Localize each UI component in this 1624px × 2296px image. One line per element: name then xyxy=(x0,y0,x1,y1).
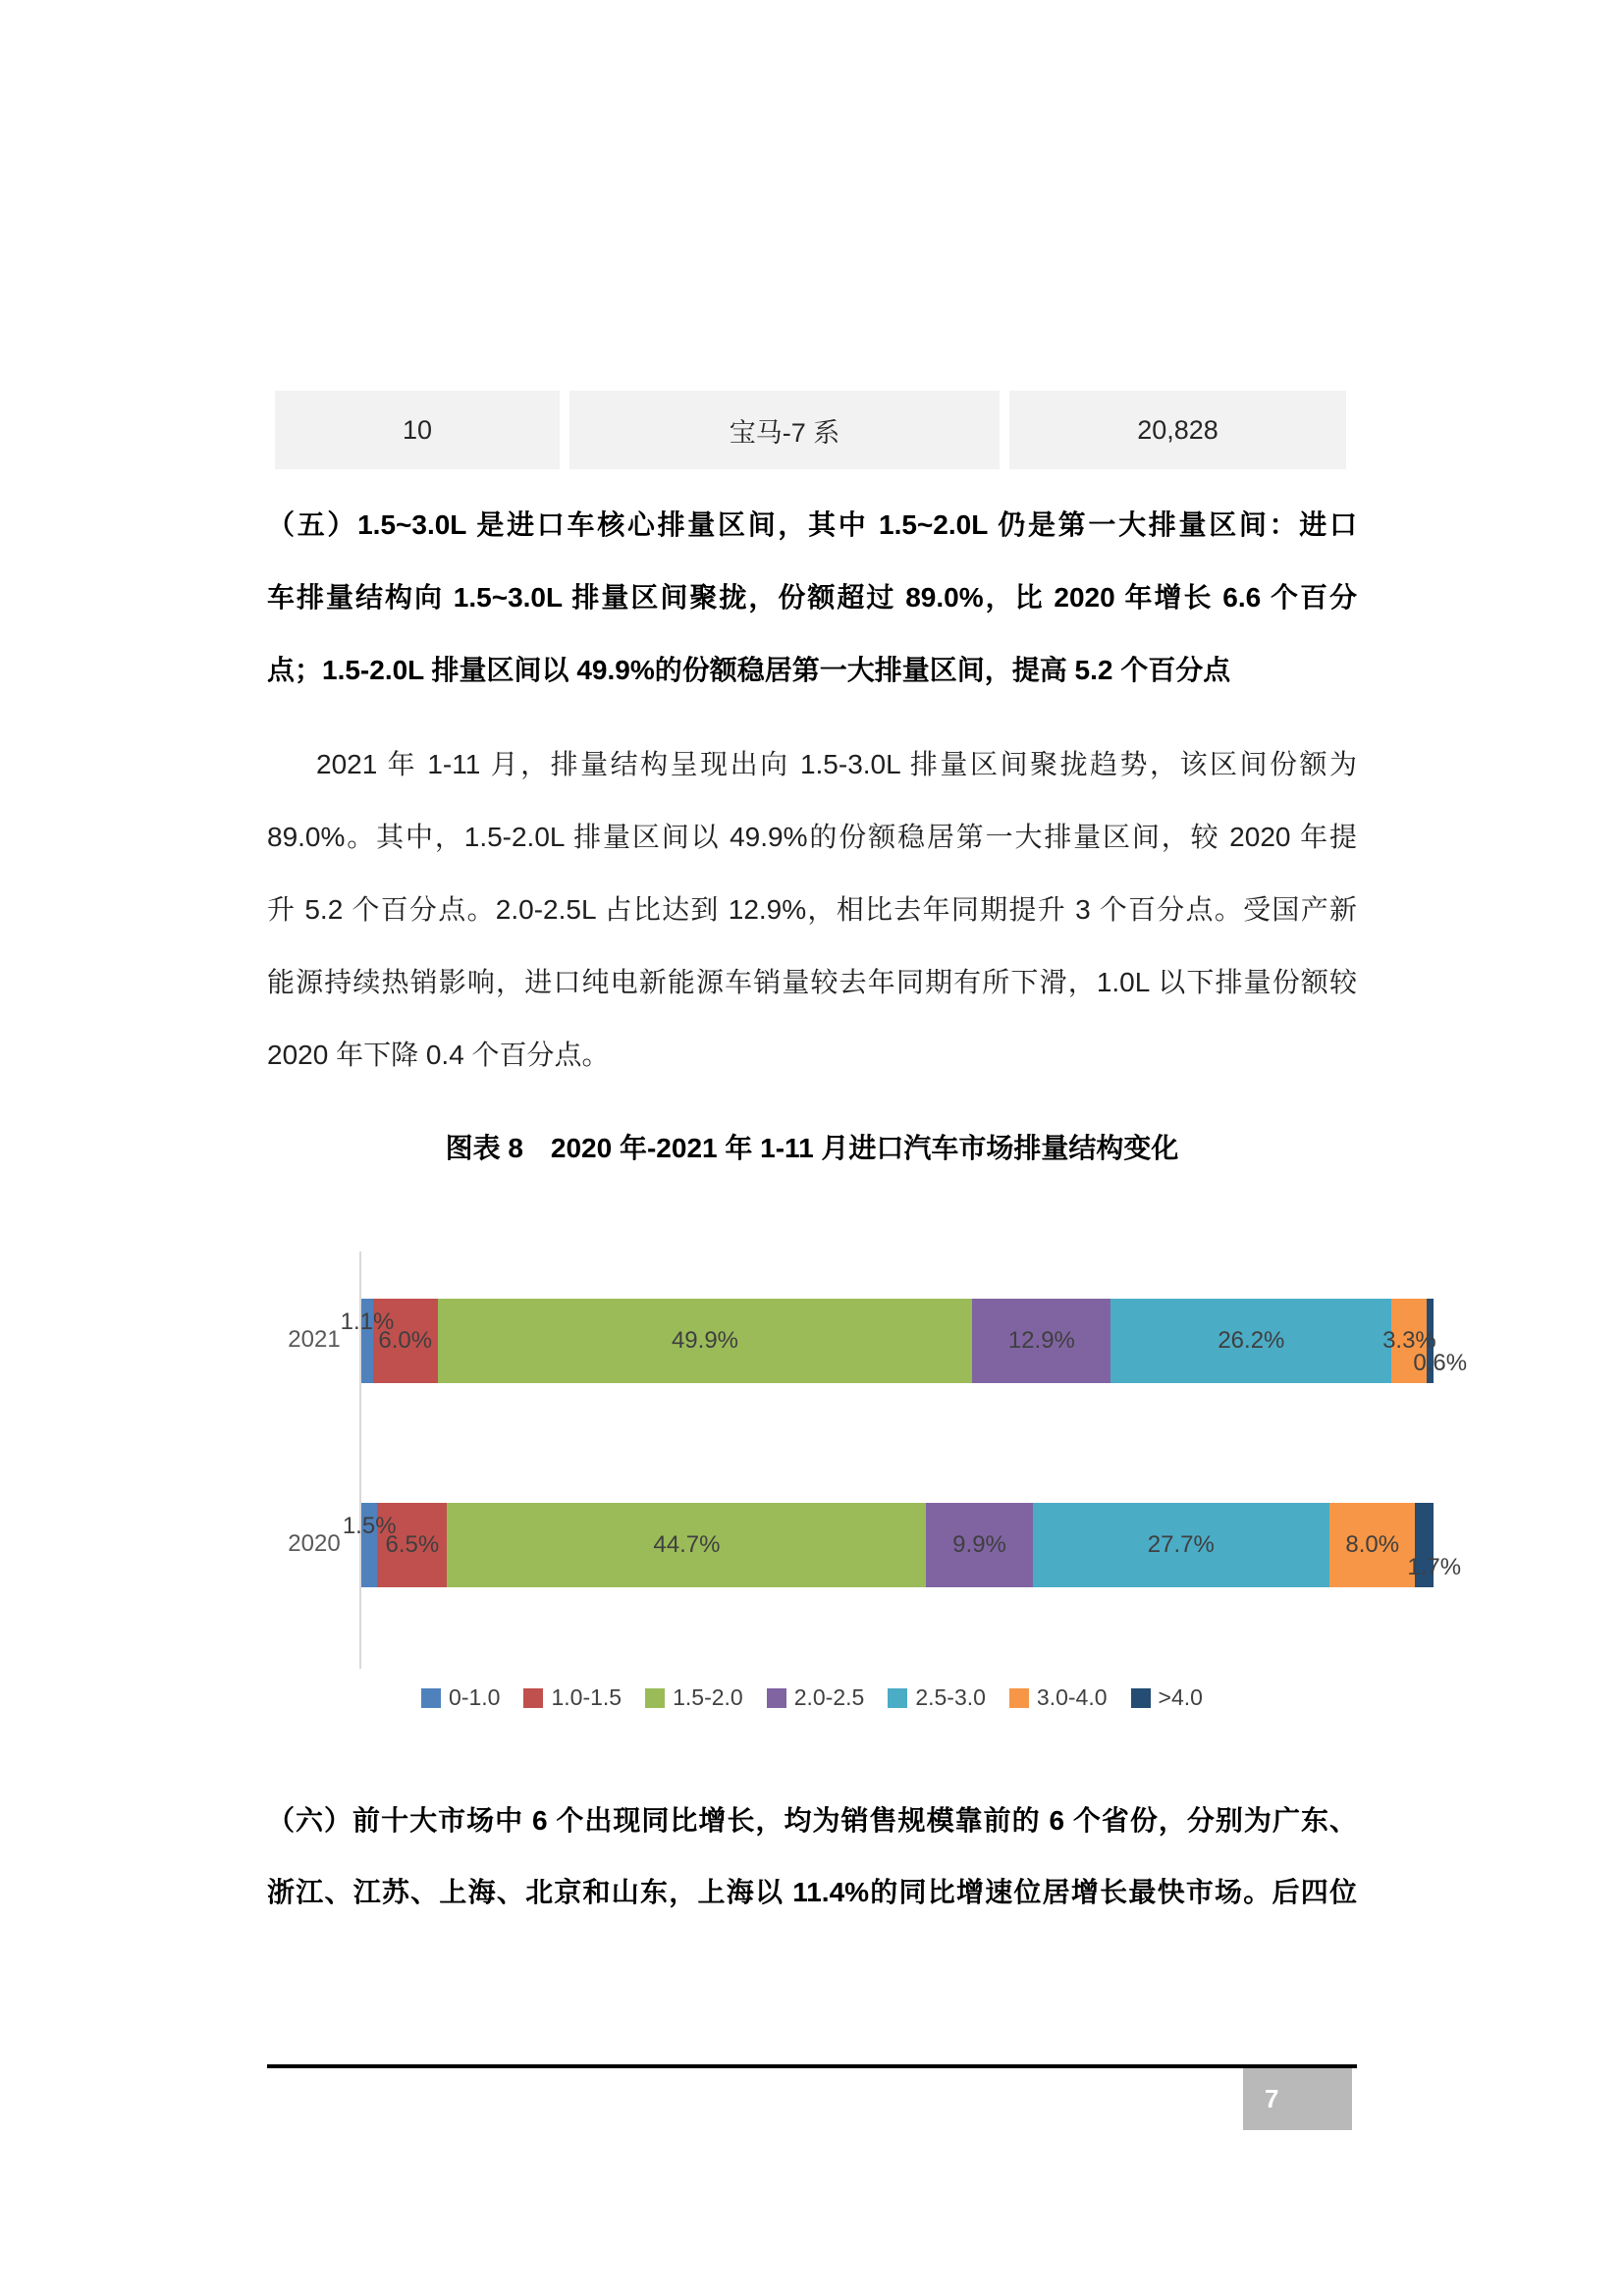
legend-label: 1.0-1.5 xyxy=(551,1684,623,1710)
legend-label: >4.0 xyxy=(1158,1684,1203,1710)
bar-row-2020 xyxy=(342,1503,1462,1587)
heading-line: （六）前十大市场中 6 个出现同比增长，均为销售规模靠前的 6 个省份，分别为广东、 xyxy=(267,1805,1357,1836)
legend-swatch xyxy=(767,1688,786,1708)
section-six-heading xyxy=(267,1785,1357,1928)
bar-segments-2020 xyxy=(361,1503,1434,1587)
legend-label: 2.5-3.0 xyxy=(915,1684,986,1710)
table-cell-value: 20,828 xyxy=(1009,391,1346,469)
legend-swatch xyxy=(421,1688,441,1708)
data-label: 27.7% xyxy=(1147,1531,1215,1558)
legend-item xyxy=(888,1684,986,1711)
heading-line: 点；1.5-2.0L 排量区间以 49.9%的份额稳居第一大排量区间，提高 5.2 个百分点 xyxy=(267,655,1231,685)
legend-item xyxy=(767,1684,865,1711)
legend-swatch xyxy=(888,1688,907,1708)
legend-swatch xyxy=(523,1688,543,1708)
data-label: 1.7% xyxy=(1407,1554,1462,1580)
bar-row-2021 xyxy=(340,1299,1468,1383)
footer-rule xyxy=(267,2064,1357,2068)
data-label: 0.6% xyxy=(1413,1350,1468,1376)
data-label: 9.9% xyxy=(952,1531,1006,1558)
page-number-badge: 7 xyxy=(1243,2068,1352,2130)
legend-label: 3.0-4.0 xyxy=(1036,1684,1108,1710)
data-label: 26.2% xyxy=(1218,1327,1285,1354)
legend-label: 1.5-2.0 xyxy=(673,1684,743,1710)
heading-line: 浙江、江苏、上海、北京和山东，上海以 11.4%的同比增速位居增长最快市场。后四位 xyxy=(267,1877,1357,1907)
data-label: 6.0% xyxy=(378,1327,433,1354)
legend-label: 0-1.0 xyxy=(449,1684,501,1710)
body-line: 能源持续热销影响，进口纯电新能源车销量较去年同期有所下滑，1.0L 以下排量份额较 xyxy=(267,967,1357,997)
section-five-paragraph xyxy=(267,728,1357,1092)
legend-label: 2.0-2.5 xyxy=(793,1684,865,1710)
heading-line: 车排量结构向 1.5~3.0L 排量区间聚拢，份额超过 89.0%，比 2020 年增长 6.6 个百分 xyxy=(267,582,1357,613)
data-label: 1.5% xyxy=(342,1513,397,1539)
category-label-2021: 2021 xyxy=(288,1326,341,1353)
section-five-heading xyxy=(267,489,1357,707)
body-line: 2020 年下降 0.4 个百分点。 xyxy=(267,1040,610,1070)
legend-item xyxy=(421,1684,500,1711)
legend-swatch xyxy=(645,1688,665,1708)
data-label: 6.5% xyxy=(385,1531,440,1558)
chart-legend xyxy=(267,1684,1357,1711)
legend-swatch xyxy=(1009,1688,1029,1708)
heading-line: （五）1.5~3.0L 是进口车核心排量区间，其中 1.5~2.0L 仍是第一大排量区间：进口 xyxy=(267,509,1357,540)
table-cell-rank: 10 xyxy=(275,391,560,469)
data-label: 49.9% xyxy=(671,1327,739,1354)
table-row xyxy=(275,391,1347,469)
legend-swatch xyxy=(1131,1688,1151,1708)
category-label-2020: 2020 xyxy=(288,1530,341,1557)
legend-item xyxy=(1131,1684,1203,1711)
legend-item xyxy=(645,1684,743,1711)
body-line: 89.0%。其中，1.5-2.0L 排量区间以 49.9%的份额稳居第一大排量区间，较 2020 年提 xyxy=(267,822,1357,852)
table-cell-model: 宝马-7 系 xyxy=(569,391,1000,469)
body-line: 升 5.2 个百分点。2.0-2.5L 占比达到 12.9%，相比去年同期提升 3 个百分点。受国产新 xyxy=(267,894,1357,925)
data-label: 1.1% xyxy=(340,1308,395,1335)
data-label: 3.3% xyxy=(1382,1327,1436,1354)
data-label: 8.0% xyxy=(1345,1531,1400,1558)
legend-item xyxy=(523,1684,622,1711)
data-label: 44.7% xyxy=(653,1531,721,1558)
body-line: 2021 年 1-11 月，排量结构呈现出向 1.5-3.0L 排量区间聚拢趋势，该区间份额为 xyxy=(316,749,1357,779)
chart-title: 图表 8 2020 年-2021 年 1-11 月进口汽车市场排量结构变化 xyxy=(445,1133,1179,1163)
data-label: 12.9% xyxy=(1007,1327,1075,1354)
legend-item xyxy=(1009,1684,1108,1711)
